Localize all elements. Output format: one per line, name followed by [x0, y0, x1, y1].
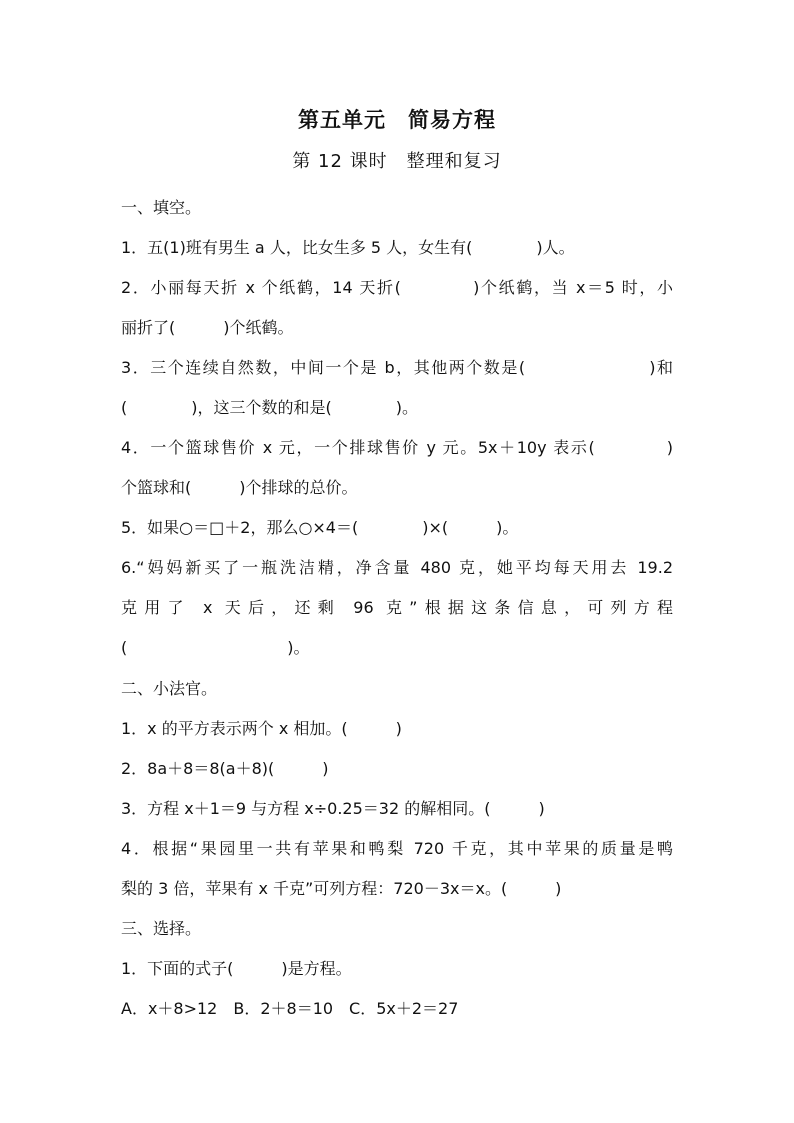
section-heading-choice: 三、选择。 — [121, 919, 202, 938]
question-text: 1．五(1)班有男生 a 人，比女生多 5 人，女生有( )人。 — [121, 238, 575, 257]
question-text: 1．x 的平方表示两个 x 相加。( ) — [121, 719, 402, 738]
lesson-subtitle: 第 12 课时 整理和复习 — [292, 151, 502, 172]
question-text: 梨的 3 倍，苹果有 x 千克”可列方程：720－3x＝x。( ) — [121, 879, 562, 898]
question-text: 丽折了( )个纸鹤。 — [121, 318, 294, 337]
question-text: 克用了 x 天后，还剩 96 克”根据这条信息，可列方程 — [121, 598, 673, 617]
section-heading-judge: 二、小法官。 — [121, 679, 218, 698]
question-text: 4．一个篮球售价 x 元，一个排球售价 y 元。5x＋10y 表示( ) — [121, 438, 673, 457]
question-text: 3．方程 x＋1＝9 与方程 x÷0.25＝32 的解相同。( ) — [121, 799, 545, 818]
question-text: 1．下面的式子( )是方程。 — [121, 959, 352, 978]
question-text: 个篮球和( )个排球的总价。 — [121, 478, 358, 497]
question-text: 5．如果○＝□＋2，那么○×4＝( )×( )。 — [121, 518, 519, 537]
page-title: 第五单元 简易方程 — [298, 108, 496, 132]
question-text: ( )。 — [121, 638, 310, 657]
question-text: 3．三个连续自然数，中间一个是 b，其他两个数是( )和 — [121, 358, 673, 377]
question-text: 6.“妈妈新买了一瓶洗洁精，净含量 480 克，她平均每天用去 19.2 — [121, 558, 673, 577]
section-heading-fill-blank: 一、填空。 — [121, 198, 202, 217]
question-text: ( )，这三个数的和是( )。 — [121, 398, 418, 417]
question-text: 2．8a＋8＝8(a＋8)( ) — [121, 759, 329, 778]
question-text: 2．小丽每天折 x 个纸鹤，14 天折( )个纸鹤，当 x＝5 时，小 — [121, 278, 673, 297]
question-text: 4．根据“果园里一共有苹果和鸭梨 720 千克，其中苹果的质量是鸭 — [121, 839, 673, 858]
answer-options: A．x＋8>12 B．2＋8＝10 C．5x＋2＝27 — [121, 999, 459, 1018]
